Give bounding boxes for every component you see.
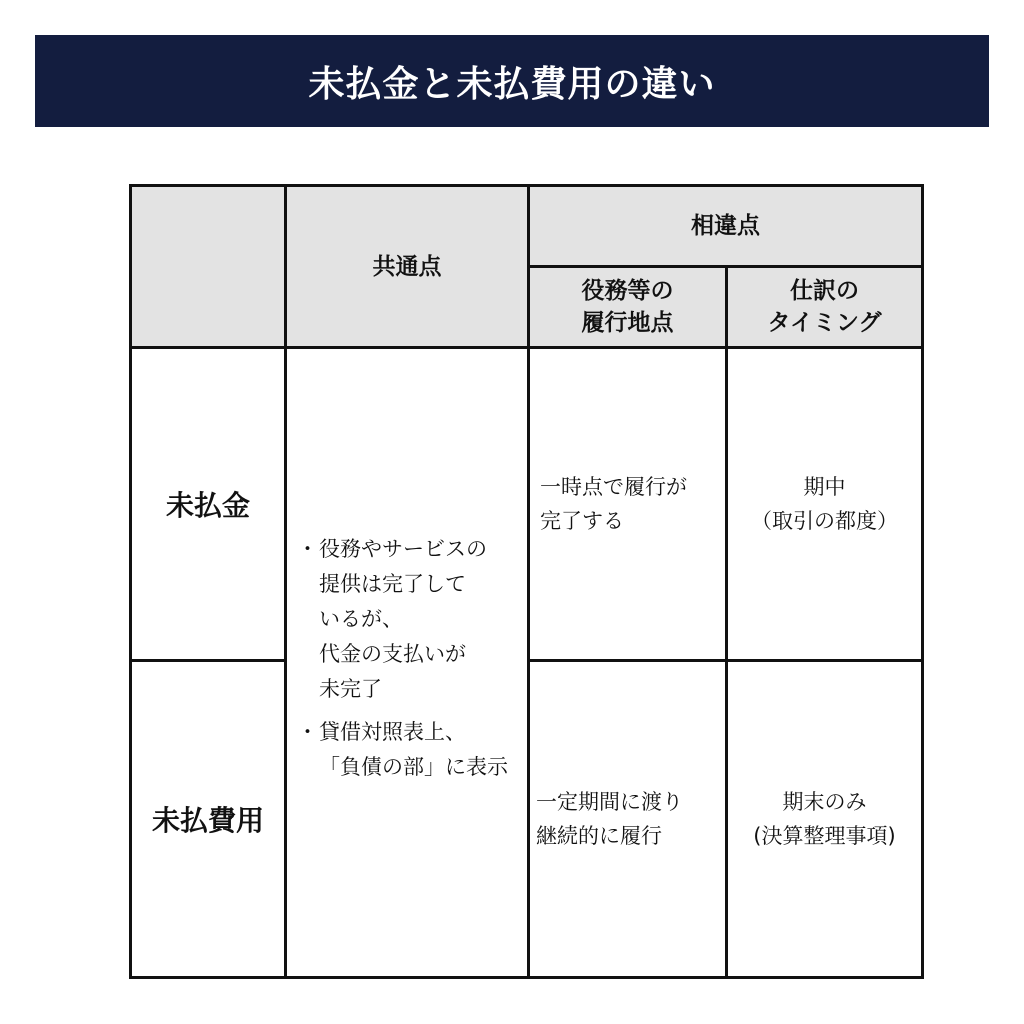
header-row-top (131, 186, 923, 267)
header-common-cell (286, 186, 529, 348)
header-common-label: 共通点 (372, 253, 442, 280)
row-label-cell (131, 661, 286, 978)
performance-point-text: 一時点で履行が 完了する (540, 475, 687, 533)
journal-timing-cell (727, 661, 923, 978)
page-title: 未払金と未払費用の違い (308, 63, 716, 105)
performance-point-text: 一定期間に渡り 継続的に履行 (536, 790, 683, 848)
header-performance-point-label: 役務等の 履行地点 (581, 278, 674, 336)
journal-timing-text: 期中 （取引の都度） (751, 475, 898, 533)
list-item (297, 715, 519, 785)
row-label-mibaraikin: 未払金 (165, 489, 250, 522)
bullet-marker: ・ (297, 537, 318, 561)
bullet-marker: ・ (297, 720, 318, 744)
common-points-cell (286, 348, 529, 978)
row-label-cell (131, 348, 286, 661)
bullet-text: 役務やサービスの 提供は完了して いるが、 代金の支払いが 未完了 (319, 537, 487, 701)
bullet-text: 貸借対照表上、 「負債の部」に表示 (319, 720, 508, 779)
header-performance-point-cell (529, 267, 727, 348)
header-difference-label: 相違点 (691, 213, 760, 239)
header-difference-cell (529, 186, 923, 267)
table-row (131, 348, 923, 661)
header-journal-timing-cell (727, 267, 923, 348)
list-item (297, 532, 519, 707)
title-banner (35, 35, 989, 127)
journal-timing-text: 期末のみ (決算整理事項) (753, 790, 896, 848)
comparison-table (129, 184, 924, 979)
row-label-mibaraihiyou: 未払費用 (151, 804, 264, 837)
performance-point-cell (529, 661, 727, 978)
header-corner-cell (131, 186, 286, 348)
performance-point-cell (529, 348, 727, 661)
header-journal-timing-label: 仕訳の タイミング (767, 278, 882, 336)
journal-timing-cell (727, 348, 923, 661)
